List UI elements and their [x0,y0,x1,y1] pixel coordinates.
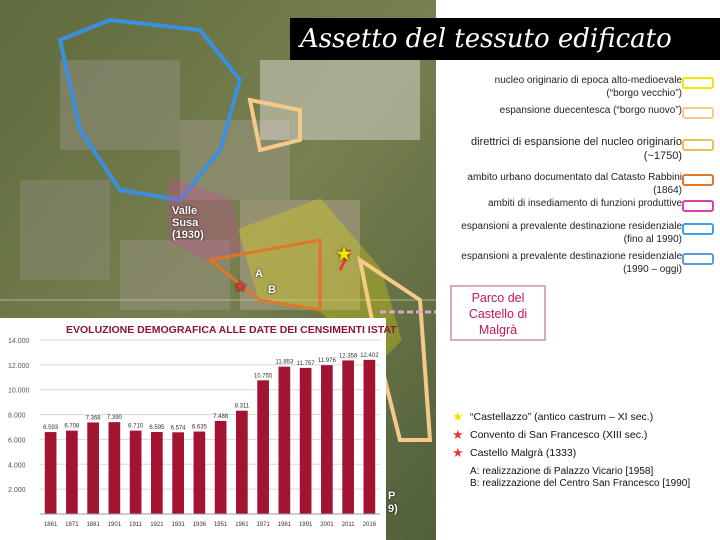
site-label: Convento di San Francesco (XIII sec.) [470,429,648,441]
legend-swatch [682,253,714,265]
star-icon: ★ [452,428,464,443]
x-tick-label: 1871 [65,522,79,528]
x-tick-label: 1931 [171,522,185,528]
bar [321,365,333,514]
bar [194,432,206,514]
x-tick-label: 1911 [129,522,143,528]
bar [215,421,227,514]
bar [364,360,376,514]
x-tick-label: 1991 [298,522,313,528]
y-tick-label: 12.000 [8,362,30,370]
x-tick-label: 1901 [107,522,122,528]
star-icon: ★ [234,278,247,294]
y-tick-label: 6.000 [8,437,26,445]
valle-susa-label: Valle Susa (1930) [172,205,204,241]
y-tick-label: 4.000 [8,462,26,470]
data-label: 10.755 [253,373,273,380]
site-label: “Castellazzo” (antico castrum – XI sec.) [470,411,654,423]
y-tick-label: 8.000 [8,412,26,420]
data-label: 6.593 [43,425,59,432]
legend-swatch [682,223,714,235]
data-label: 11.853 [275,359,294,366]
x-tick-label: 2011 [341,522,355,528]
bar [236,411,248,514]
partial-label-year: 9) [388,503,398,515]
legend-item: (1990 – oggi) [623,264,682,275]
bar [257,380,269,514]
note-a: A: realizzazione di Palazzo Vicario [1958] [470,466,654,477]
park-callout: Parco del Castello di Malgrà [450,285,546,341]
partial-label-p: P [388,490,396,502]
legend-item: ambiti di insediamento di funzioni produttive [488,198,682,209]
x-tick-label: 1921 [150,522,164,528]
bar [87,422,99,514]
y-tick-label: 10.000 [8,387,30,395]
x-tick-label: 1861 [43,522,58,528]
bar [130,431,142,514]
data-label: 11.757 [296,360,315,367]
bar [300,368,312,514]
chart-title: EVOLUZIONE DEMOGRAFICA ALLE DATE DEI CENSIMENTI ISTAT [66,324,397,336]
data-label: 12.358 [338,353,358,360]
legend-item: nucleo originario di epoca alto-medioevale [494,75,682,86]
notes [470,466,715,490]
x-tick-label: 1951 [213,522,228,528]
data-label: 6.708 [64,423,80,430]
data-label: 6.635 [191,424,207,431]
site-label: Castello Malgrà (1333) [470,447,577,459]
legend-item: (fino al 1990) [623,234,682,245]
legend-item: direttrici di espansione del nucleo originario [471,136,682,148]
bar [279,367,291,514]
data-label: 7.488 [213,413,229,420]
bar [342,360,354,514]
data-label: 12.402 [360,352,379,359]
legend-swatch [682,77,714,89]
x-tick-label: 2001 [320,522,334,528]
legend-swatch [682,107,714,119]
legend-item: espansioni a prevalente destinazione residenziale [461,251,682,262]
data-label: 6.574 [170,425,186,432]
legend-swatch [682,200,714,212]
y-tick-label: 14.000 [8,338,30,345]
data-label: 7.368 [85,415,101,422]
x-tick-label: 1936 [192,522,207,528]
legend-item: espansioni a prevalente destinazione residenziale [461,221,682,232]
data-label: 6.595 [149,425,165,432]
bar [45,432,57,514]
legend-swatch [682,174,714,186]
bar [109,422,121,514]
legend-item: espansione duecentesca (“borgo nuovo”) [499,105,682,116]
x-tick-label: 1881 [86,522,100,528]
legend-swatch [682,139,714,151]
y-tick-label: 2.000 [8,487,26,495]
data-label: 8.311 [234,403,250,410]
note-b: B: realizzazione del Centro San Francesco [1990] [470,478,691,489]
legend-item: (1864) [653,185,682,196]
data-label: 11.976 [317,358,336,365]
x-tick-label: 1981 [277,522,292,528]
legend-item: ambito urbano documentato dal Catasto Rabbini [467,172,682,183]
x-tick-label: 1971 [256,522,270,528]
star-icon: ★ [452,410,464,425]
legend-item: (~1750) [643,150,682,162]
bar [151,432,163,514]
population-chart [0,318,397,540]
star-icon: ★ [452,446,464,461]
bar [66,431,78,514]
data-label: 7.390 [106,415,122,422]
data-label: 6.710 [128,423,144,430]
x-tick-label: 2016 [362,522,377,528]
marker-a-label: A [255,268,263,280]
x-tick-label: 1961 [235,522,249,528]
star-icon: ★ [336,244,353,264]
marker-b-label: B [268,284,276,296]
page-title: Assetto del tessuto edificato [300,24,672,54]
bar [172,432,184,514]
legend-item: (“borgo vecchio”) [606,88,682,99]
chart-plot [0,318,386,540]
